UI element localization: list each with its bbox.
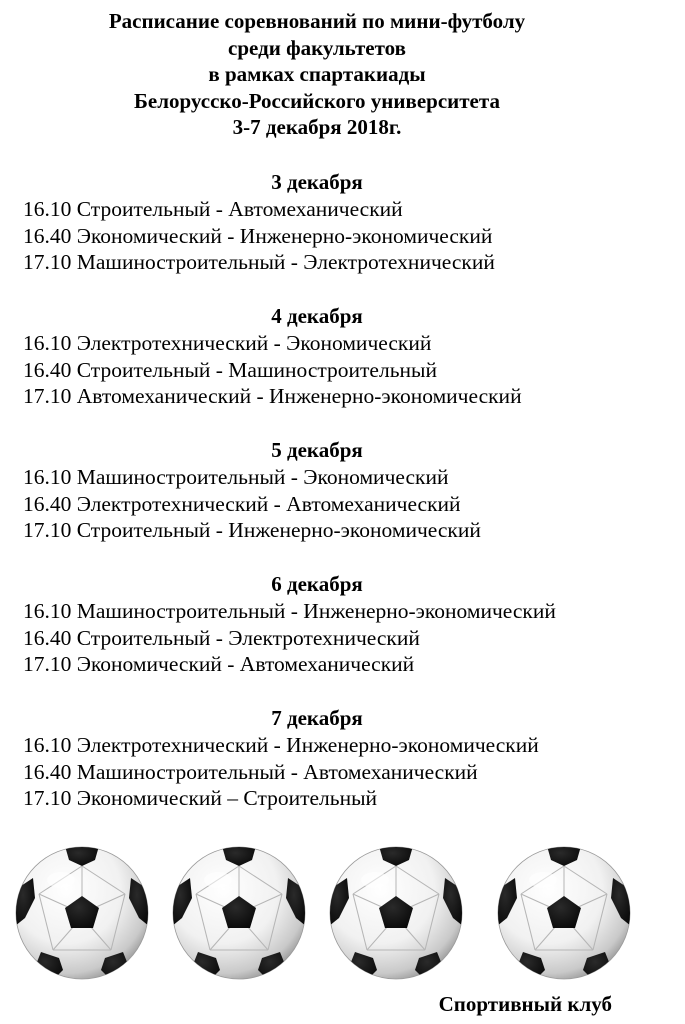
day-block [0, 168, 685, 302]
signature: Спортивный клуб [438, 992, 612, 1016]
schedule-list [0, 168, 685, 838]
day-title: 3 декабря [271, 170, 363, 194]
soccer-ball-row [0, 846, 685, 981]
match-line: 16.10 Электротехнический - Экономический [23, 331, 432, 355]
match-line: 16.10 Электротехнический - Инженерно-экономический [23, 733, 539, 757]
day-block [0, 704, 685, 838]
soccer-ball-icon [497, 846, 631, 980]
day-title: 5 декабря [271, 438, 363, 462]
header-dates: 3-7 декабря 2018г. [232, 115, 402, 140]
match-line: 16.10 Машиностроительный - Экономический [23, 465, 449, 489]
soccer-ball-icon [329, 846, 463, 980]
match-line: 16.10 Машиностроительный - Инженерно-экономический [23, 599, 556, 623]
match-line: 16.40 Экономический - Инженерно-экономический [23, 223, 493, 248]
match-line: 16.40 Электротехнический - Автомеханический [23, 491, 461, 516]
schedule-header [0, 8, 634, 141]
day-title: 7 декабря [271, 706, 363, 730]
day-block [0, 570, 685, 704]
match-line: 17.10 Машиностроительный - Электротехнический [23, 250, 495, 275]
match-line: 16.40 Строительный - Машиностроительный [23, 357, 437, 382]
day-title: 6 декабря [271, 572, 363, 596]
day-title: 4 декабря [271, 304, 363, 328]
day-block [0, 436, 685, 570]
header-title-line1: Расписание соревнований по мини-футболу [108, 9, 526, 33]
match-line: 17.10 Строительный - Инженерно-экономический [23, 518, 481, 543]
soccer-ball-icon [15, 846, 149, 980]
match-line: 16.40 Машиностроительный - Автомеханический [23, 759, 478, 784]
header-title-line3: в рамках спартакиады [208, 62, 426, 87]
header-title-line4: Белорусско-Российского университета [134, 88, 500, 113]
day-block [0, 302, 685, 436]
match-line: 17.10 Экономический - Автомеханический [23, 652, 415, 677]
match-line: 16.40 Строительный - Электротехнический [23, 625, 420, 650]
match-line: 16.10 Строительный - Автомеханический [23, 197, 403, 221]
soccer-ball-icon [172, 846, 306, 980]
match-line: 17.10 Автомеханический - Инженерно-экономический [23, 384, 522, 409]
match-line: 17.10 Экономический – Строительный [23, 786, 378, 811]
header-title-line2: среди факультетов [228, 35, 406, 60]
